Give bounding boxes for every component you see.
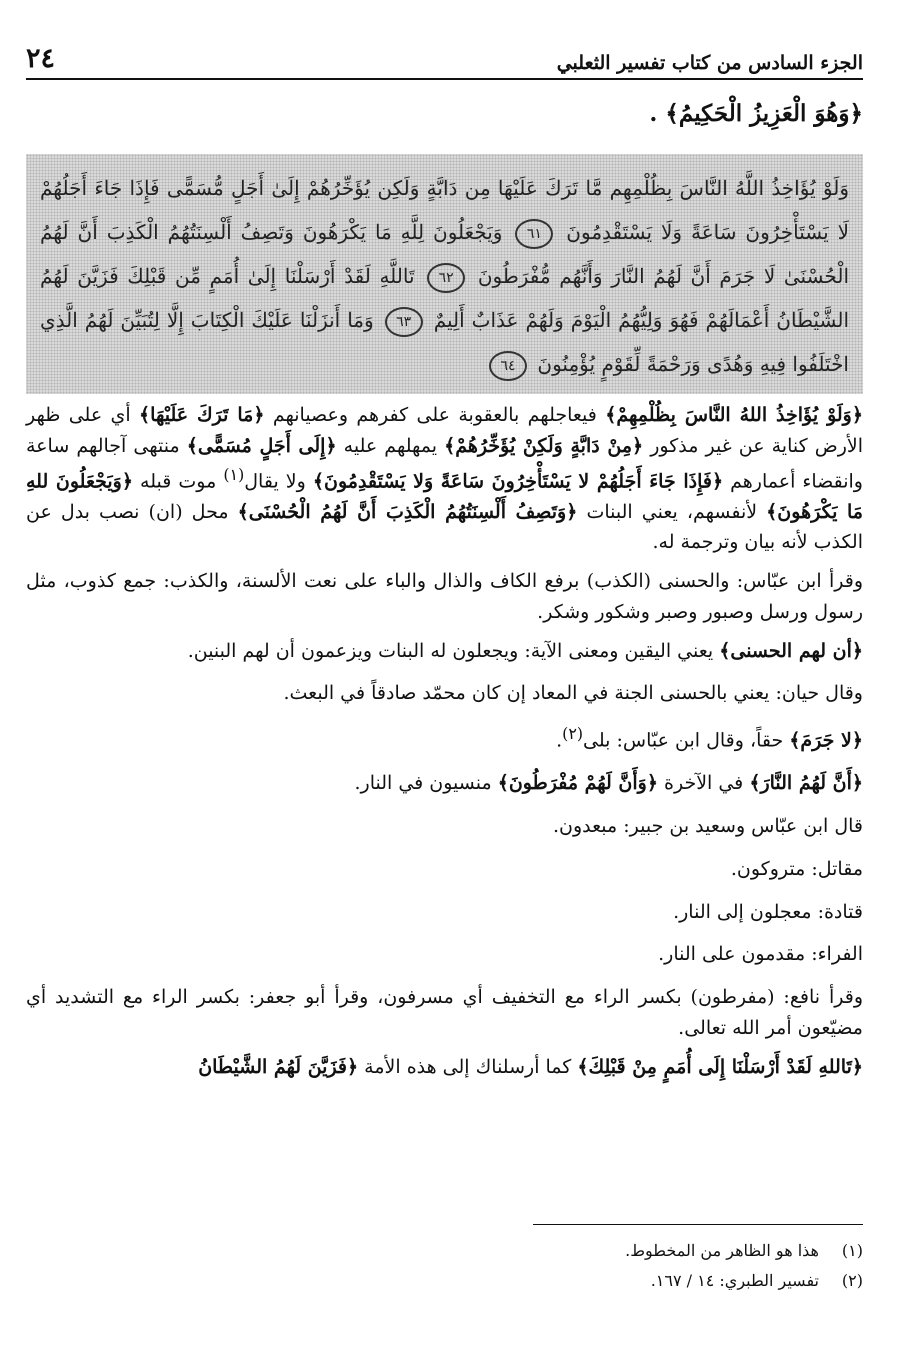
quote: ﴿مِنْ دَابَّةٍ وَلَكِنْ يُؤَخِّرُهُمْ﴾ [444, 434, 644, 457]
footnote-text: هذا هو الظاهر من المخطوط. [625, 1241, 819, 1260]
footnote-ref-2: (٢) [562, 724, 584, 744]
quote: ﴿فَزَيَّنَ لَهُمُ الشَّيْطَانُ [198, 1055, 359, 1078]
text: منتهى آجالهم ساعة وانقضاء أعمارهم [26, 434, 863, 492]
quote: ﴿مَا تَرَكَ عَلَيْهَا﴾ [139, 404, 265, 426]
text: محل (ان) نصب بدل عن الكذب لأنه بيان وترجمة له. [26, 500, 863, 554]
paragraph-4: وقال حيان: يعني بالحسنى الجنة في المعاد إن كان محمّد صادقاً في البعث. [283, 682, 863, 705]
footnote-number: (١) [841, 1241, 863, 1260]
footnote-divider [533, 1224, 863, 1225]
quote: ﴿وَيَجْعَلُونَ للهِ مَا يَكْرَهُونَ﴾ [26, 469, 863, 523]
ayah-number-62: ٦٢ [427, 263, 465, 293]
paragraph-1 [26, 400, 863, 558]
footnote-number: (٢) [841, 1271, 863, 1291]
paragraph-9: قتادة: معجلون إلى النار. [673, 900, 863, 923]
text: يعني اليقين ومعنى الآية: ويجعلون له البنات ويزعمون أن لهم البنين. [187, 639, 720, 662]
verse-64-text: وَمَا أَنزَلْنَا عَلَيْكَ الْكِتَابَ إِلَّا لِتُبَيِّنَ لَهُمُ الَّذِي اخْتَلَفُوا فِيهِ وَهُدًى وَرَحْمَةً لِّقَوْمٍ يُؤْمِنُونَ [40, 308, 849, 376]
paragraph-6 [26, 768, 863, 799]
paragraph-12 [26, 1052, 863, 1083]
quote: ﴿تَاللهِ لَقَدْ أَرْسَلْنَا إِلَى أُمَمٍ مِنْ قَبْلِكَ﴾ [577, 1055, 863, 1078]
text: كما أرسلناك إلى هذه الأمة [358, 1055, 578, 1078]
text: ولا يقال [244, 469, 313, 492]
footnote-1 [26, 1236, 863, 1266]
footnotes [26, 1236, 863, 1297]
top-verse: ﴿وَهُوَ الْعَزِيزُ الْحَكِيمُ﴾ . [649, 100, 863, 127]
text: فيعاجلهم بالعقوبة على كفرهم وعصيانهم [264, 404, 606, 426]
text: . [556, 729, 563, 752]
paragraph-7: قال ابن عبّاس وسعيد بن جبير: مبعدون. [552, 815, 863, 838]
ayah-number-63: ٦٣ [385, 307, 423, 337]
text: حقاً، وقال ابن عبّاس: بلى [583, 729, 790, 752]
quote: ﴿لا جَرَمَ﴾ [789, 729, 863, 752]
ayah-number-64: ٦٤ [489, 351, 527, 381]
footnote-2 [26, 1266, 863, 1296]
text: يمهلهم عليه [336, 434, 445, 457]
footnote-ref-1: (١) [223, 464, 245, 484]
paragraph-11: وقرأ نافع: (مفرطون) بكسر الراء مع التخفيف أي مسرفون، وقرأ أبو جعفر: بكسر الراء مع التشديد أي مضيّعون أمر الله تعالى. [26, 986, 863, 1039]
page-header [26, 34, 863, 80]
quote: ﴿أن لهم الحسنى﴾ [719, 639, 863, 662]
ayah-number-61: ٦١ [515, 219, 553, 249]
quote: ﴿وَلَوْ يُؤَاخِذُ اللهُ النَّاسَ بِظُلْمِهِمْ﴾ [605, 404, 863, 426]
paragraph-8: مقاتل: متروكون. [730, 857, 863, 880]
quote: ﴿وَأَنَّ لَهُمْ مُفْرَطُونَ﴾ [497, 772, 658, 795]
footnote-text: تفسير الطبري: ١٤ / ١٦٧. [650, 1271, 819, 1291]
quote: ﴿أَنَّ لَهُمُ النَّارَ﴾ [749, 772, 863, 795]
verse-62-text: وَيَجْعَلُونَ لِلَّهِ مَا يَكْرَهُونَ وَتَصِفُ أَلْسِنَتُهُمُ الْكَذِبَ أَنَّ لَهُمُ الْحُسْنَىٰ لَا جَرَمَ أَنَّ لَهُمُ النَّارَ وَأَنَّهُم مُّفْرَطُونَ [40, 220, 849, 288]
quote: ﴿فَإِذَا جَاءَ أَجَلُهُمْ لا يَسْتَأْخِرُونَ سَاعَةً وَلا يَسْتَقْدِمُونَ﴾ [312, 469, 724, 492]
paragraph-3 [26, 636, 863, 667]
text: منسيون في النار. [354, 772, 498, 795]
verse-63-text: تَاللَّهِ لَقَدْ أَرْسَلْنَا إِلَىٰ أُمَمٍ مِّن قَبْلِكَ فَزَيَّنَ لَهُمُ الشَّيْطَانُ أَعْمَالَهُمْ فَهُوَ وَلِيُّهُمُ الْيَوْمَ وَلَهُمْ عَذَابٌ أَلِيمٌ [40, 264, 850, 332]
text: في الآخرة [657, 772, 750, 795]
paragraph-2: وقرأ ابن عبّاس: والحسنى (الكذب) برفع الكاف والذال والباء على نعت الألسنة، والكذب: جمع كذوب، مثل رسول ورسل وصبور وصبر وشكور وشكر. [26, 570, 863, 623]
quote: ﴿وَتَصِفُ أَلْسِنَتُهُمُ الْكَذِبَ أَنَّ لَهُمُ الْحُسْنَى﴾ [237, 500, 578, 523]
quote: ﴿إِلَى أَجَلٍ مُسَمًّى﴾ [186, 434, 337, 457]
book-title: الجزء السادس من كتاب تفسير الثعلبي [556, 52, 863, 74]
paragraph-5 [26, 721, 863, 756]
verse-61-text: وَلَوْ يُؤَاخِذُ اللَّهُ النَّاسَ بِظُلْمِهِم مَّا تَرَكَ عَلَيْهَا مِن دَابَّةٍ وَلَكِن يُؤَخِّرُهُمْ إِلَىٰ أَجَلٍ مُّسَمًّى فَإِذَا جَاءَ أَجَلُهُمْ لَا يَسْتَأْخِرُونَ سَاعَةً وَلَا يَسْتَقْدِمُونَ [40, 176, 850, 244]
commentary-body [26, 400, 863, 1090]
quran-verses-box [26, 154, 863, 394]
page-number: ٢٤ [26, 43, 56, 74]
paragraph-10: الفراء: مقدمون على النار. [658, 943, 863, 966]
text: موت قبله [133, 469, 224, 492]
text: لأنفسهم، يعني البنات [577, 500, 767, 523]
text: أي على ظهر الأرض كناية عن غير مذكور [26, 404, 864, 457]
